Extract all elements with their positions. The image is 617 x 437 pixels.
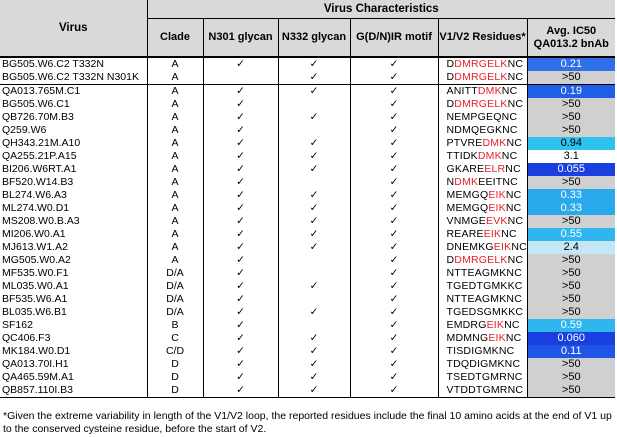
clade-cell: A: [147, 57, 203, 71]
motif-check-cell: ✓: [350, 254, 438, 267]
n301-check-cell: ✓: [203, 280, 278, 293]
clade-cell: A: [147, 241, 203, 254]
motif-check-cell: ✓: [350, 85, 438, 99]
motif-check-cell: ✓: [350, 280, 438, 293]
ic50-value-cell: 0.33: [527, 202, 615, 215]
virus-name-cell: BF535.W6.A1: [2, 293, 68, 305]
v1v2-residues-cell: [438, 306, 527, 319]
v1v2-residues-cell: [438, 267, 527, 280]
n301-check-cell: ✓: [203, 98, 278, 111]
table-row: [0, 98, 615, 111]
ic50-value-cell: >50: [527, 71, 615, 85]
n301-check-cell: ✓: [203, 111, 278, 124]
residues: NC: [507, 58, 524, 70]
n301-check-cell: ✓: [203, 332, 278, 345]
residues: NC: [507, 71, 524, 83]
ic50-value-cell: 2.4: [527, 241, 615, 254]
virus-name-cell: BL274.W6.A3: [2, 189, 67, 201]
highlighted-residues: DMRGELK: [454, 254, 508, 266]
residues: TDQDIGMKNC: [446, 358, 521, 370]
n301-check-cell: ✓: [203, 137, 278, 150]
ic50-value-cell: >50: [527, 280, 615, 293]
residues: MEMGQ: [446, 189, 489, 201]
highlighted-residues: DMRGELK: [454, 71, 508, 83]
clade-cell: D/A: [147, 267, 203, 280]
ic50-value-cell: 0.055: [527, 163, 615, 176]
virus-name-cell: BG505.W6.C2 T332N N301K: [0, 71, 147, 85]
ic50-header: Avg. IC50 QA013.2 bnAb: [527, 19, 615, 58]
n332-check-cell: ✓: [278, 358, 350, 371]
table-row: [0, 176, 615, 189]
v1v2-residues-cell: [438, 371, 527, 384]
motif-check-cell: ✓: [350, 137, 438, 150]
v1v2-residues-cell: [438, 124, 527, 137]
residues: NC: [501, 228, 517, 240]
v1v2-residues-cell: [438, 228, 527, 241]
clade-cell: D: [147, 384, 203, 398]
clade-cell: C: [147, 332, 203, 345]
n332-check-cell: ✓: [278, 228, 350, 241]
n332-check-cell: ✓: [278, 57, 350, 71]
ic50-value-cell: >50: [527, 254, 615, 267]
v1v2-residues-cell: [438, 280, 527, 293]
n332-check-cell: ✓: [278, 137, 350, 150]
virus-name-cell: Q259.W6: [2, 124, 47, 136]
residues: NEMPGEQNC: [446, 111, 518, 123]
residues: VTDDTGMRNC: [446, 384, 524, 396]
highlighted-residues: EIK: [488, 189, 506, 201]
n301-check-cell: ✓: [203, 306, 278, 319]
motif-check-cell: ✓: [350, 71, 438, 85]
v1v2-residues-cell: [438, 332, 527, 345]
clade-cell: A: [147, 150, 203, 163]
residues: NC: [507, 98, 524, 110]
highlighted-residues: EIK: [488, 202, 506, 214]
residues: EMDRG: [446, 319, 487, 331]
residues: NC: [505, 202, 522, 214]
v1v2-residues-cell: [438, 150, 527, 163]
n301-check-cell: ✓: [203, 189, 278, 202]
clade-cell: A: [147, 98, 203, 111]
ic50-value-cell: >50: [527, 371, 615, 384]
n301-check-cell: ✓: [203, 241, 278, 254]
n332-check-cell: ✓: [278, 150, 350, 163]
table-row: [0, 189, 615, 202]
n301-check-cell: ✓: [203, 150, 278, 163]
virus-name-cell: BG505.W6.C2 T332N: [2, 58, 104, 70]
residues: NC: [501, 150, 518, 162]
residues: D: [446, 71, 455, 83]
table-row: [0, 384, 615, 398]
table-row: [0, 280, 615, 293]
residues: NTTEAGMKNC: [446, 267, 522, 279]
residues: NC: [506, 137, 523, 149]
table-row: [0, 202, 615, 215]
n332-glycan-header: N332 glycan: [278, 19, 350, 58]
v1v2-residues-cell: [438, 254, 527, 267]
motif-check-cell: ✓: [350, 241, 438, 254]
ic50-value-cell: 0.94: [527, 137, 615, 150]
ic50-value-cell: 0.21: [527, 57, 615, 71]
clade-cell: D: [147, 371, 203, 384]
n332-check-cell: ✓: [278, 163, 350, 176]
clade-header: Clade: [147, 19, 203, 58]
residues: NC: [504, 319, 520, 331]
highlighted-residues: DMK: [477, 150, 502, 162]
residues: MEMGQ: [446, 202, 489, 214]
ic50-value-cell: >50: [527, 293, 615, 306]
n301-glycan-header: N301 glycan: [203, 19, 278, 58]
residues: TISDIGMKNC: [446, 345, 515, 357]
ic50-value-cell: >50: [527, 384, 615, 398]
ic50-value-cell: >50: [527, 358, 615, 371]
motif-check-cell: ✓: [350, 202, 438, 215]
n332-check-cell: ✓: [278, 189, 350, 202]
motif-check-cell: ✓: [350, 189, 438, 202]
clade-cell: B: [147, 319, 203, 332]
highlighted-residues: DMRGELK: [454, 58, 508, 70]
ic50-value-cell: 0.59: [527, 319, 615, 332]
residues: NDMQEGKNC: [446, 124, 518, 136]
highlighted-residues: EIK: [493, 241, 512, 253]
virus-name-cell: MI206.W0.A1: [2, 228, 66, 240]
residues: GKARE: [446, 163, 485, 175]
ic50-value-cell: >50: [527, 215, 615, 228]
residues: NC: [507, 215, 524, 227]
virus-name-cell: MS208.W0.B.A3: [2, 215, 80, 227]
table-row: [0, 150, 615, 163]
motif-check-cell: ✓: [350, 384, 438, 398]
motif-check-cell: ✓: [350, 358, 438, 371]
virus-name-cell: BI206.W6RT.A1: [2, 163, 77, 175]
virus-name-cell: MJ613.W1.A2: [2, 241, 68, 253]
ic50-value-cell: >50: [527, 111, 615, 124]
clade-cell: A: [147, 176, 203, 189]
motif-check-cell: ✓: [350, 124, 438, 137]
table-row: [0, 358, 615, 371]
motif-check-cell: ✓: [350, 163, 438, 176]
v1v2-residues-cell: [438, 71, 527, 85]
residues: D: [446, 254, 455, 266]
residues: D: [446, 98, 455, 110]
table-row: [0, 85, 615, 99]
motif-check-cell: ✓: [350, 176, 438, 189]
n332-check-cell: ✓: [278, 371, 350, 384]
table-row: [0, 345, 615, 358]
n332-check-cell: ✓: [278, 202, 350, 215]
residues: REARE: [446, 228, 484, 240]
highlighted-residues: ELR: [484, 163, 506, 175]
virus-name-cell: ML035.W0.A1: [2, 280, 69, 292]
virus-name-cell: SF162: [2, 319, 33, 331]
motif-check-cell: ✓: [350, 215, 438, 228]
clade-cell: A: [147, 137, 203, 150]
n301-check-cell: ✓: [203, 124, 278, 137]
table-row: [0, 293, 615, 306]
table-row: [0, 71, 615, 85]
n332-check-cell: ✓: [278, 85, 350, 99]
residues: TTIDK: [446, 150, 478, 162]
n301-check-cell: ✓: [203, 85, 278, 99]
ic50-value-cell: 3.1: [527, 150, 615, 163]
n332-check-cell: [278, 176, 350, 189]
v1v2-residues-cell: [438, 189, 527, 202]
n301-check-cell: ✓: [203, 293, 278, 306]
v1v2-residues-cell: [438, 137, 527, 150]
highlighted-residues: EIK: [488, 332, 506, 344]
n332-check-cell: [278, 124, 350, 137]
motif-check-cell: ✓: [350, 57, 438, 71]
virus-name-cell: QA013.765M.C1: [2, 85, 81, 97]
residues: MDMNG: [446, 332, 489, 344]
clade-cell: A: [147, 202, 203, 215]
virus-characteristics-header: Virus Characteristics: [147, 0, 615, 19]
virus-name-cell: QA465.59M.A1: [2, 371, 74, 383]
residues: NC: [507, 254, 524, 266]
highlighted-residues: DMK: [454, 176, 479, 188]
n301-check-cell: ✓: [203, 163, 278, 176]
residues: NC: [511, 241, 527, 253]
table-row: [0, 111, 615, 124]
clade-cell: A: [147, 71, 203, 85]
ic50-value-cell: >50: [527, 267, 615, 280]
v1v2-residues-cell: [438, 111, 527, 124]
clade-cell: D/A: [147, 306, 203, 319]
n301-check-cell: ✓: [203, 345, 278, 358]
table-row: [0, 332, 615, 345]
ic50-value-cell: 0.19: [527, 85, 615, 99]
residues: ANITT: [446, 85, 478, 97]
residues: NC: [505, 163, 521, 175]
n301-check-cell: ✓: [203, 267, 278, 280]
n332-check-cell: [278, 98, 350, 111]
clade-cell: D: [147, 358, 203, 371]
virus-name-cell: QA255.21P.A15: [2, 150, 77, 162]
clade-cell: A: [147, 163, 203, 176]
motif-check-cell: ✓: [350, 332, 438, 345]
residues: NC: [505, 189, 522, 201]
n301-check-cell: ✓: [203, 57, 278, 71]
motif-check-cell: ✓: [350, 319, 438, 332]
table-row: [0, 57, 615, 71]
v1v2-residues-cell: [438, 85, 527, 99]
clade-cell: A: [147, 228, 203, 241]
table-row: [0, 215, 615, 228]
clade-cell: A: [147, 254, 203, 267]
motif-check-cell: ✓: [350, 371, 438, 384]
virus-name-cell: QA013.70I.H1: [2, 358, 69, 370]
motif-check-cell: ✓: [350, 293, 438, 306]
virus-name-cell: BL035.W6.B1: [2, 306, 67, 318]
residues: NTTEAGMKNC: [446, 293, 522, 305]
highlighted-residues: EVK: [486, 215, 508, 227]
motif-check-cell: ✓: [350, 306, 438, 319]
v1v2-residues-header: V1/V2 Residues*: [438, 19, 527, 58]
virus-name-cell: QH343.21M.A10: [2, 137, 81, 149]
clade-cell: A: [147, 189, 203, 202]
n301-check-cell: ✓: [203, 202, 278, 215]
n301-check-cell: ✓: [203, 371, 278, 384]
table-row: [0, 254, 615, 267]
virus-name-cell: MF535.W0.F1: [2, 267, 69, 279]
n332-check-cell: ✓: [278, 332, 350, 345]
clade-cell: A: [147, 215, 203, 228]
residues: TGEDSGMKKC: [446, 306, 524, 318]
v1v2-residues-cell: [438, 345, 527, 358]
ic50-value-cell: 0.11: [527, 345, 615, 358]
n332-check-cell: ✓: [278, 384, 350, 398]
table-row: [0, 124, 615, 137]
n332-check-cell: [278, 267, 350, 280]
n332-check-cell: ✓: [278, 241, 350, 254]
ic50-value-cell: 0.55: [527, 228, 615, 241]
v1v2-residues-cell: [438, 293, 527, 306]
virus-name-cell: BF520.W14.B3: [2, 176, 74, 188]
n332-check-cell: ✓: [278, 215, 350, 228]
ic50-value-cell: 0.060: [527, 332, 615, 345]
residues: VNMGE: [446, 215, 487, 227]
motif-check-cell: ✓: [350, 228, 438, 241]
table-row: [0, 319, 615, 332]
virus-name-cell: ML274.W0.D1: [2, 202, 70, 214]
residues: PTVRE: [446, 137, 483, 149]
highlighted-residues: EIK: [483, 228, 502, 240]
motif-check-cell: ✓: [350, 150, 438, 163]
virus-name-cell: MG505.W0.A2: [2, 254, 71, 266]
ic50-value-cell: >50: [527, 176, 615, 189]
table-row: [0, 163, 615, 176]
n301-check-cell: ✓: [203, 215, 278, 228]
motif-check-cell: ✓: [350, 345, 438, 358]
n301-check-cell: ✓: [203, 319, 278, 332]
residues: DNEMKG: [446, 241, 494, 253]
motif-check-cell: ✓: [350, 267, 438, 280]
v1v2-residues-cell: [438, 358, 527, 371]
n301-check-cell: ✓: [203, 254, 278, 267]
n332-check-cell: ✓: [278, 306, 350, 319]
highlighted-residues: DMK: [477, 85, 502, 97]
table-row: [0, 241, 615, 254]
n332-check-cell: ✓: [278, 345, 350, 358]
motif-check-cell: ✓: [350, 98, 438, 111]
residues: NC: [501, 85, 518, 97]
residues: EEITNC: [478, 176, 518, 188]
virus-name-cell: BG505.W6.C1: [2, 98, 70, 110]
v1v2-residues-cell: [438, 98, 527, 111]
n301-check-cell: ✓: [203, 384, 278, 398]
n301-check-cell: ✓: [203, 176, 278, 189]
v1v2-residues-cell: [438, 163, 527, 176]
v1v2-residues-cell: [438, 241, 527, 254]
clade-cell: A: [147, 85, 203, 99]
n332-check-cell: ✓: [278, 280, 350, 293]
motif-check-cell: ✓: [350, 111, 438, 124]
table-row: [0, 137, 615, 150]
residues: TSEDTGMRNC: [446, 371, 523, 383]
virus-column-header: Virus: [0, 0, 147, 57]
virus-name-cell: QC406.F3: [2, 332, 51, 344]
highlighted-residues: DMK: [482, 137, 507, 149]
n332-check-cell: ✓: [278, 111, 350, 124]
virus-name-cell: QB726.70M.B3: [2, 111, 74, 123]
highlighted-residues: DMRGELK: [454, 98, 508, 110]
v1v2-residues-cell: [438, 57, 527, 71]
n332-check-cell: [278, 254, 350, 267]
table-row: [0, 267, 615, 280]
n301-check-cell: ✓: [203, 228, 278, 241]
footnote: *Given the extreme variability in length of the V1/V2 loop, the reported residues include the final 10 amino acids at the end of V1 up to the conserved cysteine residue, before the start of V2.: [3, 410, 612, 435]
clade-cell: C/D: [147, 345, 203, 358]
clade-cell: D/A: [147, 280, 203, 293]
v1v2-residues-cell: [438, 176, 527, 189]
v1v2-residues-cell: [438, 384, 527, 398]
table-row: [0, 228, 615, 241]
n301-check-cell: [203, 71, 278, 85]
table-row: [0, 371, 615, 384]
v1v2-residues-cell: [438, 202, 527, 215]
motif-header: G(D/N)IR motif: [350, 19, 438, 58]
ic50-value-cell: >50: [527, 124, 615, 137]
ic50-value-cell: >50: [527, 306, 615, 319]
highlighted-residues: EIK: [486, 319, 505, 331]
clade-cell: A: [147, 111, 203, 124]
ic50-value-cell: 0.33: [527, 189, 615, 202]
v1v2-residues-cell: [438, 319, 527, 332]
v1v2-residues-cell: [438, 215, 527, 228]
table-row: [0, 306, 615, 319]
n332-check-cell: [278, 319, 350, 332]
residues: TGEDTGMKKC: [446, 280, 523, 292]
n332-check-cell: ✓: [278, 71, 350, 85]
virus-name-cell: QB857.110I.B3: [0, 384, 147, 398]
n332-check-cell: [278, 293, 350, 306]
residues: N: [446, 176, 455, 188]
clade-cell: D/A: [147, 293, 203, 306]
n301-check-cell: ✓: [203, 358, 278, 371]
clade-cell: A: [147, 124, 203, 137]
virus-name-cell: MK184.W0.D1: [2, 345, 71, 357]
table-body: [0, 57, 615, 398]
residues: NC: [505, 332, 522, 344]
ic50-value-cell: >50: [527, 98, 615, 111]
residues: D: [446, 58, 455, 70]
